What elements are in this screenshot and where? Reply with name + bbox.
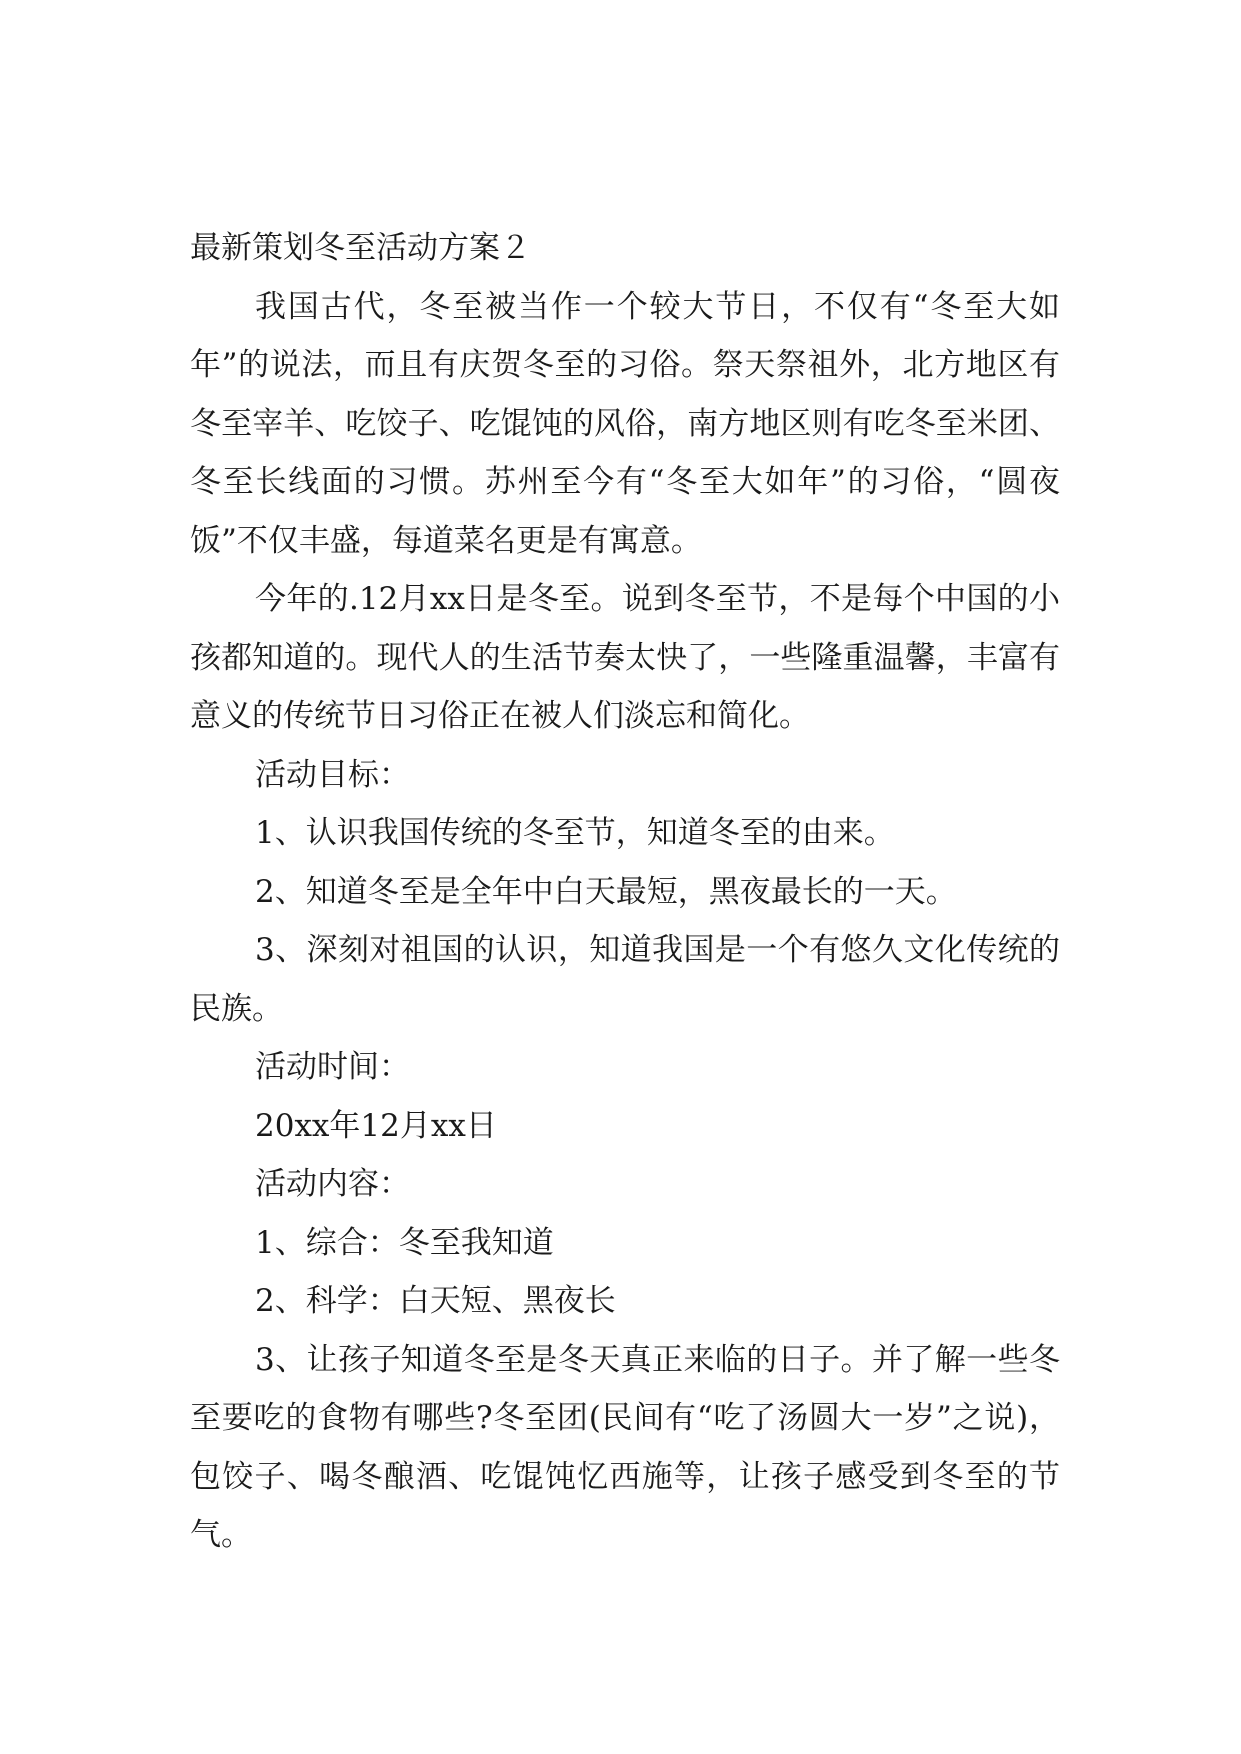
goal-item-2: 2、知道冬至是全年中白天最短，黑夜最长的一天。 [255,873,957,910]
heading-activity-goals: 活动目标： [255,756,410,793]
heading-activity-content: 活动内容： [255,1166,410,1202]
goal-item-3: 3、深刻对祖国的认识，知道我国是一个有悠久文化传统的民族。 [190,932,1060,1027]
paragraph-intro: 我国古代，冬至被当作一个较大节日，不仅有“冬至大如年”的说法，而且有庆贺冬至的习俗。祭天祭祖外，北方地区有冬至宰羊、吃饺子、吃馄饨的风俗，南方地区则有吃冬至米团、冬至长线面的习惯。苏州至今有“冬至大如年”的习俗，“圆夜饭”不仅丰盛，每道菜名更是有寓意。 [190,288,1060,559]
goal-item-1: 1、认识我国传统的冬至节，知道冬至的由来。 [255,815,895,851]
content-item-3: 3、让孩子知道冬至是冬天真正来临的日子。并了解一些冬至要吃的食物有哪些?冬至团(民间有“吃了汤圆大一岁”之说)，包饺子、喝冬酿酒、吃馄饨忆西施等，让孩子感受到冬至的节气。 [190,1341,1060,1553]
document-title: 最新策划冬至活动方案２ [190,230,531,266]
content-item-2: 2、科学：白天短、黑夜长 [255,1283,616,1319]
activity-date: 20xx年12月xx日 [255,1107,497,1144]
document-body [190,219,1060,1565]
heading-activity-time: 活动时间： [255,1049,410,1085]
paragraph-this-year: 今年的.12月xx日是冬至。说到冬至节，不是每个中国的小孩都知道的。现代人的生活节奏太快了，一些隆重温馨，丰富有意义的传统节日习俗正在被人们淡忘和简化。 [190,581,1060,734]
content-item-1: 1、综合：冬至我知道 [255,1224,554,1261]
